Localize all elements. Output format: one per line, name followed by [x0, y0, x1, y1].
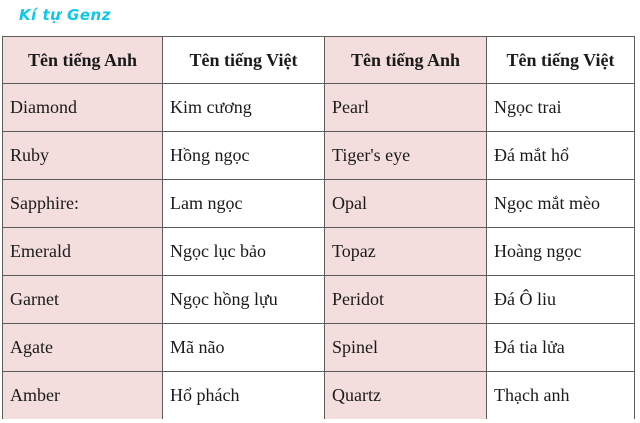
english-name-cell: Tiger's eye [325, 132, 487, 180]
vietnamese-name-cell: Ngọc trai [487, 84, 635, 132]
header-english-name-2: Tên tiếng Anh [325, 37, 487, 84]
vietnamese-name-cell: Ngọc mắt mèo [487, 180, 635, 228]
vietnamese-name-cell: Đá tia lửa [487, 324, 635, 372]
header-vietnamese-name-1: Tên tiếng Việt [163, 37, 325, 84]
gemstone-name-table [2, 36, 635, 419]
table-row [3, 276, 635, 324]
english-name-cell: Opal [325, 180, 487, 228]
vietnamese-name-cell: Đá Ô liu [487, 276, 635, 324]
vietnamese-name-cell: Mã não [163, 324, 325, 372]
table-row [3, 84, 635, 132]
english-name-cell: Diamond [3, 84, 163, 132]
header-vietnamese-name-2: Tên tiếng Việt [487, 37, 635, 84]
table-header-row [3, 37, 635, 84]
english-name-cell: Pearl [325, 84, 487, 132]
vietnamese-name-cell: Ngọc hồng lựu [163, 276, 325, 324]
english-name-cell: Topaz [325, 228, 487, 276]
vietnamese-name-cell: Hoàng ngọc [487, 228, 635, 276]
vietnamese-name-cell: Hồng ngọc [163, 132, 325, 180]
english-name-cell: Amber [3, 372, 163, 420]
vietnamese-name-cell: Hổ phách [163, 372, 325, 420]
english-name-cell: Garnet [3, 276, 163, 324]
vietnamese-name-cell: Thạch anh [487, 372, 635, 420]
table-row [3, 372, 635, 420]
english-name-cell: Ruby [3, 132, 163, 180]
watermark-logo: Kí tự Genz [19, 6, 111, 24]
english-name-cell: Peridot [325, 276, 487, 324]
english-name-cell: Agate [3, 324, 163, 372]
english-name-cell: Spinel [325, 324, 487, 372]
english-name-cell: Emerald [3, 228, 163, 276]
vietnamese-name-cell: Ngọc lục bảo [163, 228, 325, 276]
vietnamese-name-cell: Kim cương [163, 84, 325, 132]
header-english-name-1: Tên tiếng Anh [3, 37, 163, 84]
table-row [3, 324, 635, 372]
table-row [3, 132, 635, 180]
table-row [3, 228, 635, 276]
vietnamese-name-cell: Đá mắt hổ [487, 132, 635, 180]
english-name-cell: Sapphire: [3, 180, 163, 228]
english-name-cell: Quartz [325, 372, 487, 420]
vietnamese-name-cell: Lam ngọc [163, 180, 325, 228]
table-row [3, 180, 635, 228]
